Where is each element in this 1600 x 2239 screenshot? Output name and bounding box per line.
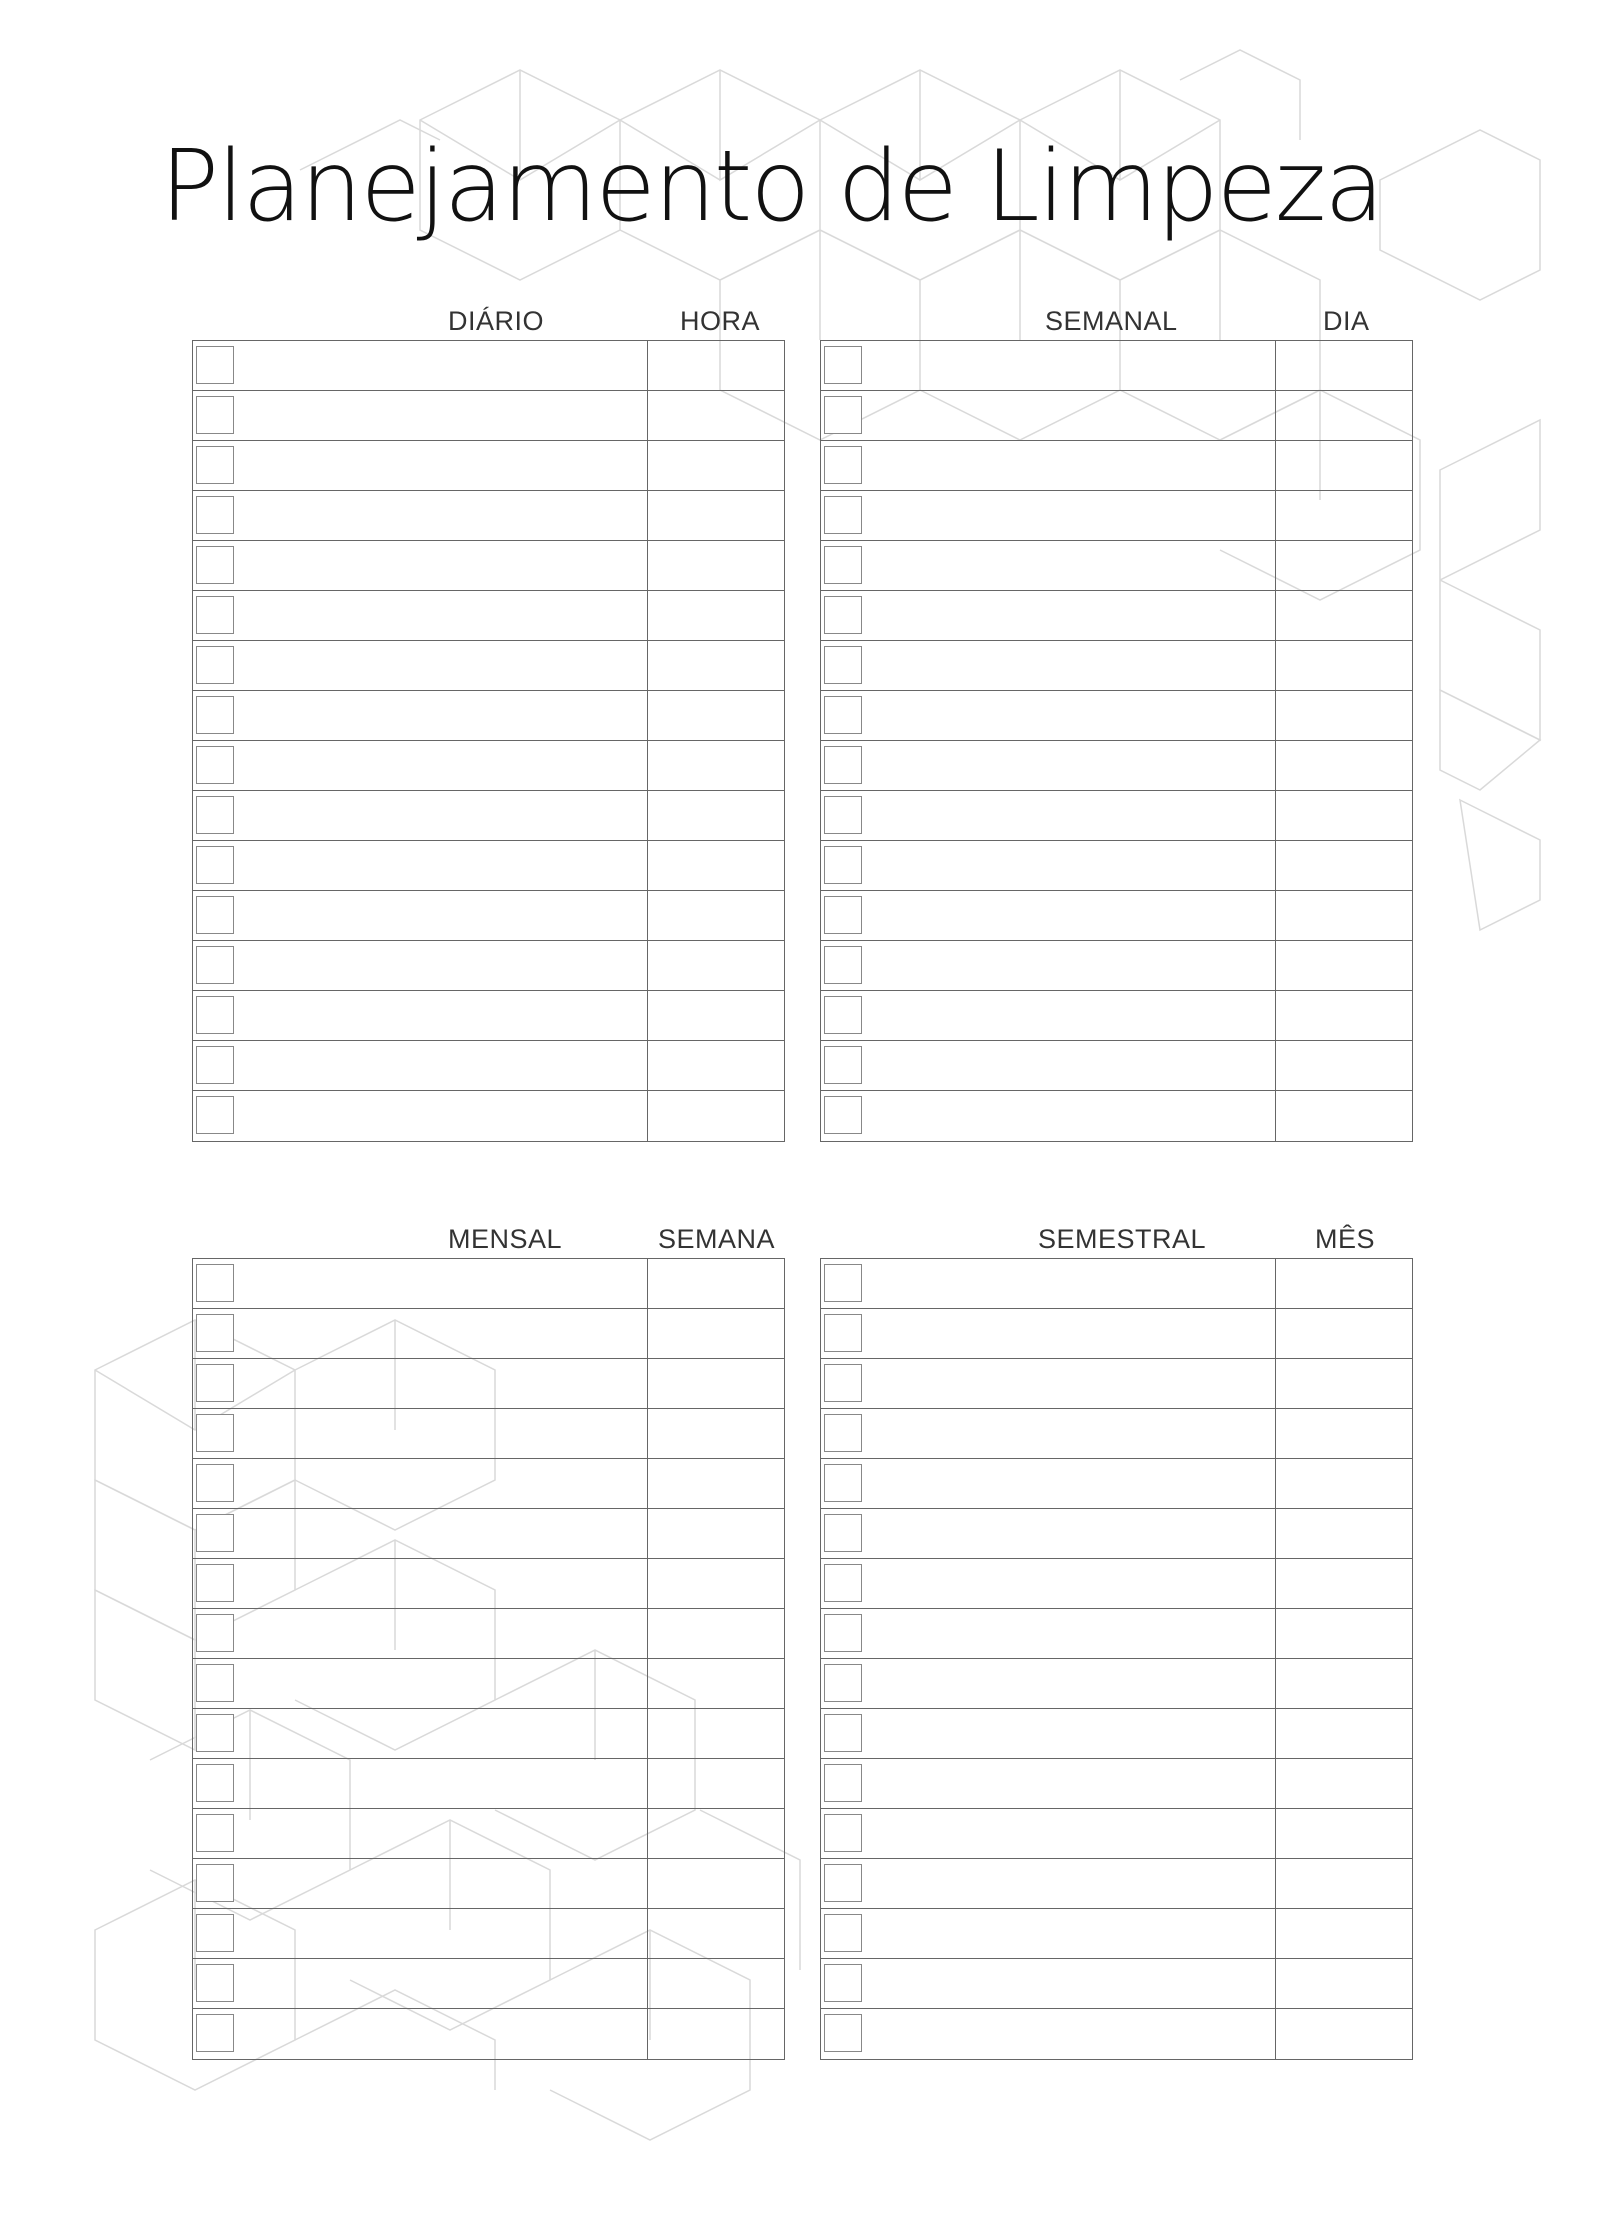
when-cell[interactable] (648, 1409, 784, 1458)
task-cell[interactable] (193, 1609, 648, 1658)
when-cell[interactable] (648, 1091, 784, 1141)
section-weekly (820, 300, 1413, 1142)
task-checkbox[interactable] (196, 446, 234, 484)
when-cell[interactable] (1276, 691, 1412, 740)
when-cell[interactable] (648, 591, 784, 640)
when-cell[interactable] (1276, 1359, 1412, 1408)
task-cell[interactable] (821, 1659, 1276, 1708)
when-cell[interactable] (1276, 1409, 1412, 1458)
table-row (193, 1459, 784, 1509)
section-header (820, 300, 1413, 340)
table-row (193, 1091, 784, 1141)
task-cell[interactable] (821, 1359, 1276, 1408)
task-cell[interactable] (821, 491, 1276, 540)
table-row (821, 1809, 1412, 1859)
task-cell[interactable] (821, 391, 1276, 440)
task-checkbox[interactable] (196, 946, 234, 984)
when-cell[interactable] (648, 791, 784, 840)
task-checkbox[interactable] (824, 1514, 862, 1552)
table-row (821, 1709, 1412, 1759)
task-checkbox[interactable] (196, 696, 234, 734)
task-cell[interactable] (193, 541, 648, 590)
when-cell[interactable] (1276, 1309, 1412, 1358)
task-cell[interactable] (193, 1259, 648, 1308)
task-cell[interactable] (193, 841, 648, 890)
task-cell[interactable] (193, 991, 648, 1040)
table-row (193, 1609, 784, 1659)
task-cell[interactable] (821, 691, 1276, 740)
task-checkbox[interactable] (824, 1614, 862, 1652)
task-checkbox[interactable] (824, 1464, 862, 1502)
table-row (193, 1959, 784, 2009)
task-checkbox[interactable] (824, 796, 862, 834)
when-cell[interactable] (648, 1359, 784, 1408)
task-checkbox[interactable] (824, 1046, 862, 1084)
task-cell[interactable] (193, 391, 648, 440)
task-checkbox[interactable] (824, 346, 862, 384)
when-column-label: DIA (1323, 306, 1370, 336)
table-row (193, 341, 784, 391)
task-checkbox[interactable] (196, 596, 234, 634)
when-cell[interactable] (1276, 1909, 1412, 1958)
task-checkbox[interactable] (824, 996, 862, 1034)
when-cell[interactable] (648, 941, 784, 990)
task-cell[interactable] (193, 1359, 648, 1408)
section-monthly (192, 1218, 785, 2060)
task-table (192, 340, 785, 1142)
task-cell[interactable] (821, 2009, 1276, 2059)
table-row (193, 991, 784, 1041)
table-row (193, 1509, 784, 1559)
table-row (193, 1559, 784, 1609)
task-cell[interactable] (193, 1909, 648, 1958)
table-row (193, 1409, 784, 1459)
when-cell[interactable] (648, 1759, 784, 1808)
when-cell[interactable] (648, 641, 784, 690)
table-row (821, 1759, 1412, 1809)
table-row (193, 541, 784, 591)
task-cell[interactable] (193, 1659, 648, 1708)
when-cell[interactable] (648, 1559, 784, 1608)
when-cell[interactable] (648, 541, 784, 590)
table-row (193, 741, 784, 791)
when-cell[interactable] (1276, 841, 1412, 890)
task-cell[interactable] (821, 741, 1276, 790)
table-row (193, 1659, 784, 1709)
when-cell[interactable] (1276, 1041, 1412, 1090)
when-cell[interactable] (648, 1509, 784, 1558)
task-cell[interactable] (193, 491, 648, 540)
table-row (193, 1709, 784, 1759)
when-cell[interactable] (1276, 591, 1412, 640)
task-cell[interactable] (821, 891, 1276, 940)
when-cell[interactable] (1276, 1709, 1412, 1758)
task-cell[interactable] (193, 691, 648, 740)
task-checkbox[interactable] (196, 1814, 234, 1852)
when-cell[interactable] (648, 1859, 784, 1908)
when-cell[interactable] (1276, 1609, 1412, 1658)
when-cell[interactable] (648, 1041, 784, 1090)
task-cell[interactable] (193, 341, 648, 390)
when-cell[interactable] (1276, 1559, 1412, 1608)
table-row (821, 691, 1412, 741)
task-checkbox[interactable] (196, 2014, 234, 2052)
task-cell[interactable] (821, 1709, 1276, 1758)
table-row (193, 891, 784, 941)
when-cell[interactable] (648, 1609, 784, 1658)
table-row (193, 491, 784, 541)
when-cell[interactable] (648, 891, 784, 940)
task-cell[interactable] (821, 991, 1276, 1040)
task-cell[interactable] (821, 941, 1276, 990)
table-row (193, 941, 784, 991)
task-checkbox[interactable] (824, 896, 862, 934)
task-checkbox[interactable] (824, 1964, 862, 2002)
when-cell[interactable] (648, 2009, 784, 2059)
when-cell[interactable] (648, 491, 784, 540)
when-cell[interactable] (648, 391, 784, 440)
when-cell[interactable] (648, 1809, 784, 1858)
table-row (821, 1609, 1412, 1659)
task-cell[interactable] (193, 741, 648, 790)
table-row (193, 641, 784, 691)
section-daily (192, 300, 785, 1142)
task-cell[interactable] (821, 1041, 1276, 1090)
task-checkbox[interactable] (196, 1964, 234, 2002)
when-column-label: SEMANA (658, 1224, 776, 1254)
task-checkbox[interactable] (824, 1264, 862, 1302)
task-cell[interactable] (821, 1609, 1276, 1658)
task-checkbox[interactable] (824, 846, 862, 884)
table-row (193, 441, 784, 491)
task-checkbox[interactable] (196, 1096, 234, 1134)
task-cell[interactable] (821, 1459, 1276, 1508)
task-cell[interactable] (193, 441, 648, 490)
when-cell[interactable] (1276, 641, 1412, 690)
when-cell[interactable] (648, 441, 784, 490)
task-checkbox[interactable] (824, 1764, 862, 1802)
when-cell[interactable] (1276, 1759, 1412, 1808)
table-row (821, 441, 1412, 491)
when-cell[interactable] (648, 1659, 784, 1708)
when-cell[interactable] (1276, 741, 1412, 790)
when-cell[interactable] (1276, 2009, 1412, 2059)
task-cell[interactable] (821, 1809, 1276, 1858)
table-row (821, 1041, 1412, 1091)
task-checkbox[interactable] (196, 1314, 234, 1352)
task-checkbox[interactable] (196, 1264, 234, 1302)
when-cell[interactable] (1276, 1509, 1412, 1558)
task-cell[interactable] (193, 1759, 648, 1808)
task-cell[interactable] (821, 541, 1276, 590)
task-cell[interactable] (193, 1409, 648, 1458)
task-checkbox[interactable] (824, 1314, 862, 1352)
when-column-label: HORA (680, 306, 761, 336)
task-cell[interactable] (193, 1091, 648, 1141)
table-row (193, 1809, 784, 1859)
table-row (821, 341, 1412, 391)
when-cell[interactable] (1276, 1259, 1412, 1308)
task-cell[interactable] (193, 891, 648, 940)
table-row (821, 491, 1412, 541)
table-row (193, 841, 784, 891)
task-checkbox[interactable] (824, 446, 862, 484)
when-cell[interactable] (1276, 791, 1412, 840)
task-cell[interactable] (821, 1559, 1276, 1608)
table-row (193, 1359, 784, 1409)
task-cell[interactable] (193, 1959, 648, 2008)
task-checkbox[interactable] (196, 1464, 234, 1502)
task-cell[interactable] (193, 1859, 648, 1908)
table-row (193, 1759, 784, 1809)
table-row (821, 841, 1412, 891)
task-checkbox[interactable] (824, 546, 862, 584)
task-cell[interactable] (821, 1259, 1276, 1308)
task-checkbox[interactable] (196, 846, 234, 884)
table-row (821, 1859, 1412, 1909)
task-cell[interactable] (193, 1559, 648, 1608)
task-cell[interactable] (821, 1759, 1276, 1808)
task-cell[interactable] (821, 1859, 1276, 1908)
task-checkbox[interactable] (824, 1564, 862, 1602)
table-row (193, 1041, 784, 1091)
table-row (821, 1559, 1412, 1609)
table-row (821, 1509, 1412, 1559)
table-row (193, 591, 784, 641)
task-checkbox[interactable] (824, 1814, 862, 1852)
task-column-label: DIÁRIO (448, 306, 545, 336)
task-checkbox[interactable] (196, 396, 234, 434)
task-checkbox[interactable] (196, 1414, 234, 1452)
when-cell[interactable] (1276, 341, 1412, 390)
task-cell[interactable] (193, 641, 648, 690)
task-cell[interactable] (821, 341, 1276, 390)
task-cell[interactable] (193, 1709, 648, 1758)
task-cell[interactable] (821, 791, 1276, 840)
task-cell[interactable] (821, 841, 1276, 890)
when-cell[interactable] (1276, 941, 1412, 990)
when-cell[interactable] (648, 991, 784, 1040)
task-checkbox[interactable] (824, 1914, 862, 1952)
when-cell[interactable] (648, 741, 784, 790)
task-cell[interactable] (821, 1509, 1276, 1558)
task-checkbox[interactable] (824, 2014, 862, 2052)
task-checkbox[interactable] (824, 1414, 862, 1452)
table-row (821, 1359, 1412, 1409)
when-cell[interactable] (1276, 1459, 1412, 1508)
table-row (821, 641, 1412, 691)
table-row (821, 1259, 1412, 1309)
task-checkbox[interactable] (196, 1764, 234, 1802)
table-row (821, 1459, 1412, 1509)
task-checkbox[interactable] (824, 1096, 862, 1134)
when-cell[interactable] (1276, 541, 1412, 590)
task-checkbox[interactable] (196, 1046, 234, 1084)
task-cell[interactable] (193, 1041, 648, 1090)
task-checkbox[interactable] (196, 746, 234, 784)
task-cell[interactable] (821, 641, 1276, 690)
when-cell[interactable] (1276, 1809, 1412, 1858)
when-cell[interactable] (648, 341, 784, 390)
table-row (193, 1909, 784, 1959)
when-cell[interactable] (648, 1909, 784, 1958)
table-row (821, 741, 1412, 791)
table-row (193, 1859, 784, 1909)
task-cell[interactable] (821, 441, 1276, 490)
task-checkbox[interactable] (196, 1714, 234, 1752)
task-checkbox[interactable] (824, 496, 862, 534)
when-cell[interactable] (1276, 1091, 1412, 1141)
when-cell[interactable] (648, 1709, 784, 1758)
table-row (821, 1091, 1412, 1141)
table-row (193, 1259, 784, 1309)
task-cell[interactable] (193, 1509, 648, 1558)
task-table (820, 1258, 1413, 2060)
when-cell[interactable] (648, 1309, 784, 1358)
page-title: Planejamento de Limpeza (160, 130, 1383, 244)
when-column-label: MÊS (1315, 1224, 1376, 1254)
when-cell[interactable] (1276, 391, 1412, 440)
task-column-label: SEMESTRAL (1038, 1224, 1207, 1254)
table-row (821, 791, 1412, 841)
task-table (820, 340, 1413, 1142)
table-row (193, 791, 784, 841)
task-checkbox[interactable] (196, 546, 234, 584)
task-checkbox[interactable] (824, 746, 862, 784)
task-checkbox[interactable] (196, 1864, 234, 1902)
task-cell[interactable] (821, 591, 1276, 640)
table-row (821, 891, 1412, 941)
when-cell[interactable] (1276, 441, 1412, 490)
section-semiannual (820, 1218, 1413, 2060)
when-cell[interactable] (648, 1459, 784, 1508)
task-checkbox[interactable] (196, 1514, 234, 1552)
table-row (193, 691, 784, 741)
when-cell[interactable] (648, 841, 784, 890)
when-cell[interactable] (1276, 891, 1412, 940)
task-checkbox[interactable] (824, 1864, 862, 1902)
task-checkbox[interactable] (196, 796, 234, 834)
table-row (821, 1959, 1412, 2009)
task-checkbox[interactable] (196, 346, 234, 384)
task-checkbox[interactable] (196, 996, 234, 1034)
task-checkbox[interactable] (196, 646, 234, 684)
table-row (193, 1309, 784, 1359)
when-cell[interactable] (1276, 1859, 1412, 1908)
task-cell[interactable] (193, 1809, 648, 1858)
task-checkbox[interactable] (196, 496, 234, 534)
task-checkbox[interactable] (196, 1364, 234, 1402)
task-checkbox[interactable] (196, 1614, 234, 1652)
task-cell[interactable] (821, 1309, 1276, 1358)
task-cell[interactable] (821, 1409, 1276, 1458)
table-row (821, 541, 1412, 591)
section-header (820, 1218, 1413, 1258)
task-column-label: MENSAL (448, 1224, 563, 1254)
task-cell[interactable] (193, 791, 648, 840)
when-cell[interactable] (648, 691, 784, 740)
table-row (821, 991, 1412, 1041)
task-checkbox[interactable] (196, 1914, 234, 1952)
table-row (193, 2009, 784, 2059)
table-row (821, 391, 1412, 441)
table-row (821, 591, 1412, 641)
task-table (192, 1258, 785, 2060)
task-cell[interactable] (821, 1959, 1276, 2008)
table-row (821, 1909, 1412, 1959)
task-cell[interactable] (821, 1091, 1276, 1141)
task-checkbox[interactable] (824, 396, 862, 434)
task-checkbox[interactable] (196, 1564, 234, 1602)
when-cell[interactable] (648, 1959, 784, 2008)
task-checkbox[interactable] (824, 596, 862, 634)
when-cell[interactable] (1276, 1959, 1412, 2008)
task-cell[interactable] (193, 941, 648, 990)
when-cell[interactable] (1276, 991, 1412, 1040)
task-checkbox[interactable] (196, 896, 234, 934)
when-cell[interactable] (1276, 491, 1412, 540)
task-cell[interactable] (193, 1309, 648, 1358)
table-row (821, 1309, 1412, 1359)
table-row (821, 1409, 1412, 1459)
task-checkbox[interactable] (196, 1664, 234, 1702)
task-checkbox[interactable] (824, 646, 862, 684)
task-checkbox[interactable] (824, 1364, 862, 1402)
table-row (821, 1659, 1412, 1709)
task-cell[interactable] (193, 2009, 648, 2059)
task-checkbox[interactable] (824, 1714, 862, 1752)
table-row (821, 941, 1412, 991)
task-checkbox[interactable] (824, 1664, 862, 1702)
table-row (821, 2009, 1412, 2059)
table-row (193, 391, 784, 441)
task-checkbox[interactable] (824, 696, 862, 734)
section-header (192, 300, 785, 340)
task-cell[interactable] (193, 591, 648, 640)
when-cell[interactable] (648, 1259, 784, 1308)
section-header (192, 1218, 785, 1258)
when-cell[interactable] (1276, 1659, 1412, 1708)
task-checkbox[interactable] (824, 946, 862, 984)
task-cell[interactable] (193, 1459, 648, 1508)
task-column-label: SEMANAL (1045, 306, 1178, 336)
task-cell[interactable] (821, 1909, 1276, 1958)
